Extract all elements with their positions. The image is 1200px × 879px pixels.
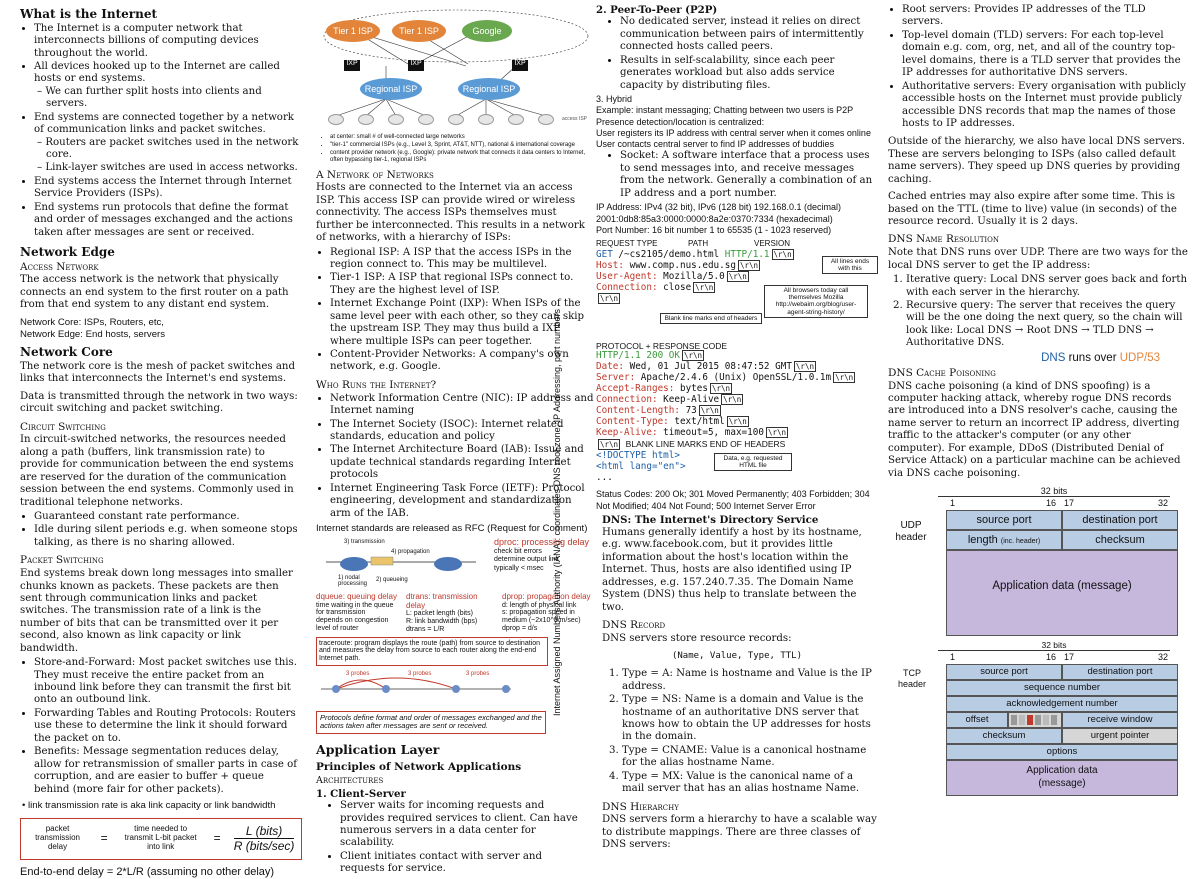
bit-tick: 17 xyxy=(1064,498,1075,509)
resp-heading: PROTOCOL + RESPONSE CODE xyxy=(596,341,728,352)
hybrid-note: 3. Hybrid Example: instant messaging; Chatting between two users is P2P Presence detection/location is centralized: User registers its IP address with central server when it comes online User contacts central server to find IP addresses of buddies xyxy=(596,94,871,150)
regional-isp-node: Regional ISP xyxy=(458,78,520,100)
ways-text: Data is transmitted through the network in two ways: circuit switching and packet switching. xyxy=(20,390,298,415)
iana-note: Internet Assigned Numbers Authority (IANA): coordinates DNS root zone, IP Addressing, port numbers xyxy=(552,308,562,716)
access-isp-node xyxy=(388,114,404,125)
trans-delay-box: dtrans: transmission delay L: packet length (bits) R: link bandwidth (bps) dtrans = L/R xyxy=(406,591,478,633)
access-isp-label: access ISP xyxy=(562,116,588,122)
column-2 xyxy=(316,4,594,877)
list-item: • The Internet Architecture Board (IAB): Issue and update technical standards regarding Internet protocols xyxy=(330,444,594,481)
packet-heading: Packet Switching xyxy=(20,554,104,567)
list-item: 2. Recursive query: The server that receives the query will be the one doing the next query, so the chain will look like: Local DNS → Root DNS → TLD DNS → Authoritative DNS. xyxy=(906,300,1190,350)
transmission-formula: packet transmission delay = time needed to transmit L-bit packet into link = $\frac{\text{L (bits)}}{\text{R (bits/sec)}}$ xyxy=(20,818,302,860)
column-1 xyxy=(20,4,302,879)
packet-text: End systems break down long messages into smaller chunks known as packets. These packets are then sent through communication links and packet switches. The transmission rate of a link is the number of bits that can be transmitted over it per second, also known as link capacity or link bandwidth. xyxy=(20,568,293,654)
http-request-example xyxy=(596,239,878,341)
tcp-ack-number: acknowledgement number xyxy=(946,696,1178,712)
app-layer-heading: Application Layer xyxy=(316,742,440,758)
regional-isp-node: Regional ISP xyxy=(360,78,422,100)
tcp-bits-label: 32 bits xyxy=(938,640,1170,651)
list-item: • No dedicated server, instead it relies on direct communication between pairs of intermittently connected hosts called peers. xyxy=(620,16,878,53)
line-end-note: All lines ends with this xyxy=(822,256,878,274)
blank-line: \r\n xyxy=(600,294,619,303)
tcp-header-diagram xyxy=(888,640,1190,820)
req-path-label: PATH xyxy=(688,239,709,249)
diagram-notes: • at center: small # of well-connected large networks • "tier-1" commercial ISPs (e.g., Level 3, Sprint, AT&T, NTT), national & international coverage • content provider network (e.g., Google): private network that connects it data centers to Internet, often bypassing tier-1, regional ISPs xyxy=(316,134,594,164)
circuit-list xyxy=(20,511,302,549)
data-note: Data, e.g. requested HTML file xyxy=(714,453,792,471)
runs-heading: Who Runs the Internet? xyxy=(316,378,437,391)
step-label: 3) transmission xyxy=(344,538,385,545)
req-version-label: VERSION xyxy=(754,239,791,249)
dns-server-list xyxy=(888,4,1190,130)
circuit-text: In circuit-switched networks, the resources needed along a path (buffers, link transmission rate) to provide for communication between the end systems are reserved for the duration of the communication session between the end systems. Commonly used in traditional telephone networks. xyxy=(20,434,294,508)
list-item: • Regional ISP: A ISP that the access ISPs in the region connect to. This may be multilevel. xyxy=(330,247,594,272)
udp-header-diagram xyxy=(888,486,1190,636)
udp-source-port: source port xyxy=(946,510,1062,530)
record-heading: DNS Record xyxy=(602,619,666,631)
list-item: • Idle during silent periods e.g. when someone stops talking, as there is no sharing allowed. xyxy=(34,524,302,549)
flags-icon xyxy=(1009,713,1061,727)
header-line: Content-Length: 73 \r\n xyxy=(596,405,719,417)
client-server-list xyxy=(316,800,580,876)
record-tuple: (Name, Value, Type, TTL) xyxy=(671,651,803,662)
aka-note: • link transmission rate is aka link capacity or link bandwidth xyxy=(22,799,276,811)
mozilla-note: All browsers today call themselves Mozilla http://webaim.org/blog/user-agent-string-history/ xyxy=(764,285,868,318)
step-label: 4) propagation xyxy=(391,548,430,555)
tcp-urgent-pointer: urgent pointer xyxy=(1062,728,1178,744)
column-4 xyxy=(888,4,1190,820)
header-line: Connection: close \r\n xyxy=(596,282,714,294)
udp-header-label: UDP header xyxy=(895,520,927,544)
core-heading: Network Core xyxy=(20,345,113,360)
access-isp-node xyxy=(448,114,464,125)
tier1-isp-node: Tier 1 ISP xyxy=(392,20,446,42)
access-isp-node xyxy=(478,114,494,125)
header-line: User-Agent: Mozilla/5.0 \r\n xyxy=(596,271,747,283)
list-item: – Link-layer switches are used in access networks. xyxy=(46,162,302,174)
step-label: 2) queueing xyxy=(376,576,408,583)
list-item: • Internet Engineering Task Force (IETF): Protocol engineering, development and standardization arm of the IAB. xyxy=(330,483,594,520)
tcp-header-label: TCP header xyxy=(897,668,927,690)
hierarchy-heading: DNS Hierarchy xyxy=(602,800,679,813)
tier1-isp-node: Tier 1 ISP xyxy=(326,20,380,42)
resolution-heading: DNS Name Resolution xyxy=(888,233,1000,246)
poison-text: DNS cache poisoning (a kind of DNS spoofing) is a computer hacking attack, whereby rogue DNS records are introduced into a DNS resolver's cache, causing the name server to return an incorrect IP address, diverting traffic to the attacker's computer (or any other computer). For example, DDoS (Distributed Denial of Service Attack) on a particular machine can be achieved via DNS cache poisoning. xyxy=(888,380,1181,479)
access-text: The access network is the network that physically connects an end system to the first router on a path from that end system to any distant end system. xyxy=(20,274,289,311)
list-item: • Network Information Centre (NIC): IP address and Internet naming xyxy=(330,393,594,418)
list-item: • The Internet Society (ISOC): Internet related standards, education and policy xyxy=(330,419,594,444)
packet-list xyxy=(20,657,302,796)
udp-app-data: Application data (message) xyxy=(946,550,1178,636)
internet-list xyxy=(20,23,302,239)
socket-list xyxy=(596,150,878,200)
blank-line-note: Blank line marks end of headers xyxy=(660,313,762,324)
header-line: Connection: Keep-Alive \r\n xyxy=(596,394,742,406)
header-line: Server: Apache/2.4.6 (Unix) OpenSSL/1.0.1m \r\n xyxy=(596,372,854,384)
udp-bits-label: 32 bits xyxy=(938,486,1170,497)
list-item: • All devices hooked up to the Internet are called hosts or end systems. – We can further split hosts into clients and servers. xyxy=(34,61,302,111)
tcp-destination-port: destination port xyxy=(1062,664,1178,680)
list-item: 1. Iterative query: Local DNS server goes back and forth with each server in the hierarchy. xyxy=(906,274,1190,299)
poison-heading: DNS Cache Poisoning xyxy=(888,366,996,379)
list-item: • End systems access the Internet through Internet Service Providers (ISPs). xyxy=(34,176,302,201)
list-item: • Benefits: Message segmentation reduces delay, allow for retransmission of smaller parts in case of corruption, and are easier to buffer + queue behind (more fair for other packets). xyxy=(34,746,302,796)
list-item: 3. Type = CNAME: Value is a canonical hostname for the alias hostname Name. xyxy=(622,745,878,770)
access-isp-node xyxy=(508,114,524,125)
tcp-options: options xyxy=(946,744,1178,760)
list-item: • Internet Exchange Point (IXP): When ISPs of the same level peer with each other, so they can skip the upstream ISP. They may thus build a IXP where multiple ISPs can peer together. xyxy=(330,298,594,348)
queue-delay-box: dqueue: queuing delay time waiting in the queue for transmission depends on congestion level of router xyxy=(316,591,397,632)
protocols-box: Protocols define format and order of messages exchanged and the actions taken after messages are sent or received. xyxy=(316,711,546,734)
principles-heading: Principles of Network Applications xyxy=(316,761,522,774)
access-isp-node xyxy=(418,114,434,125)
cache-text: Cached entries may also expire after some time. This is based on the TTL (time to live) value (in seconds) of the resource record. Usually it is 2 days. xyxy=(888,191,1177,227)
list-item: 1. Type = A: Name is hostname and Value is the IP address. xyxy=(622,668,878,693)
bit-tick: 17 xyxy=(1064,652,1075,663)
record-text: DNS servers store resource records: xyxy=(602,632,792,644)
request-line: GET /~cs2105/demo.html HTTP/1.1 \r\n xyxy=(596,249,792,261)
html-line: ... xyxy=(596,472,613,484)
network-text: Hosts are connected to the Internet via an access ISP. This access ISP can provide wired or wireless connectivity. The access ISPs themselves must further be interconnected. This results in a network of networks, with a hierarchy of ISPs: xyxy=(316,182,585,244)
proc-delay-box: dproc: processing delay check bit errors determine output link typically < msec xyxy=(494,536,590,572)
list-item: – Routers are packet switches used in the network core. xyxy=(46,137,302,162)
bit-tick: 32 xyxy=(1158,498,1169,509)
bit-tick: 16 xyxy=(1046,498,1057,509)
tcp-checksum: checksum xyxy=(946,728,1062,744)
bit-tick: 32 xyxy=(1158,652,1169,663)
tcp-offset: offset xyxy=(946,712,1008,728)
p2p-heading: 2. Peer-To-Peer (P2P) xyxy=(596,4,718,16)
hierarchy-text: DNS servers form a hierarchy to have a scalable way to distribute mappings. There are three classes of DNS servers: xyxy=(602,814,877,851)
access-isp-node xyxy=(538,114,554,125)
list-item: • Forwarding Tables and Routing Protocols: Routers use these to determine the link it should forward the packet on to. xyxy=(34,708,302,745)
header-line: Content-Type: text/html \r\n xyxy=(596,416,747,428)
traceroute-box: traceroute: program displays the route (path) from source to destination and measures the delay from source to each router along the end-end Internet path. xyxy=(316,637,548,666)
list-item: • Store-and-Forward: Most packet switches use this. They must receive the entire packet from an inbound link before they can transmit the first bit onto an outbound link. xyxy=(34,657,302,707)
google-node: Google xyxy=(462,20,512,42)
circuit-heading: Circuit Switching xyxy=(20,420,106,433)
udp-destination-port: destination port xyxy=(1062,510,1178,530)
record-type-list xyxy=(596,668,878,795)
client-server-heading: 1. Client-Server xyxy=(316,787,406,800)
tcp-flags xyxy=(1008,712,1062,728)
html-line: <!DOCTYPE html> xyxy=(596,450,680,462)
arch-heading: Architectures xyxy=(316,775,384,787)
ixp-node: IXP xyxy=(408,60,424,71)
bit-tick: 16 xyxy=(1046,652,1057,663)
header-line: Date: Wed, 01 Jul 2015 08:47:52 GMT \r\n xyxy=(596,361,814,373)
tcp-sequence-number: sequence number xyxy=(946,680,1178,696)
header-line: Accept-Ranges: bytes \r\n xyxy=(596,383,731,395)
req-type-label: REQUEST TYPE xyxy=(596,239,658,249)
list-item: • Socket: A software interface that a process uses to send messages into, and receive messages from the network. Generally a combination of an IP address and a port number. xyxy=(620,150,878,200)
tcp-source-port: source port xyxy=(946,664,1062,680)
network-heading: A Network of Networks xyxy=(316,168,434,181)
bit-tick: 1 xyxy=(950,498,956,509)
probe-label: 3 probes xyxy=(346,670,370,677)
prop-delay-box: dprop: propagation delay d: length of physical link s: propagation speed in medium (~2x10^8 m/sec) dprop = d/s xyxy=(502,591,591,632)
list-item: • End systems are connected together by a network of communication links and packet switches. – Routers are packet switches used in the network core. – Link-layer switches are used in access networks. xyxy=(34,112,302,175)
probe-label: 3 probes xyxy=(466,670,490,677)
core-text: The network core is the mesh of packet switches and links that interconnects the Internet's end systems. xyxy=(20,360,295,385)
status-codes: Status Codes: 200 Ok; 301 Moved Permanently; 403 Forbidden; 304 Not Modified; 404 Not Found; 500 Internet Server Error xyxy=(596,489,870,511)
core-edge-note: Network Core: ISPs, Routers, etc, Network Edge: End hosts, servers xyxy=(20,316,166,340)
access-isp-node xyxy=(328,114,344,125)
p2p-list xyxy=(596,16,878,92)
header-line: Host: www.comp.nus.edu.sg \r\n xyxy=(596,260,759,272)
header-line: Keep-Alive: timeout=5, max=100 \r\n xyxy=(596,427,786,439)
ixp-node: IXP xyxy=(512,60,528,71)
list-item: • Authoritative servers: Every organisation with publicly accessible hosts on the Internet must provide publicly accessible DNS records that map the names of those hosts to IP addresses. xyxy=(902,81,1190,131)
step-label: 1) nodal processing xyxy=(338,574,368,587)
tcp-app-data: Application data (message) xyxy=(946,760,1178,796)
list-item: 2. Type = NS: Name is a domain and Value is the hostname of an authoritative DNS server that knows how to obtain the UP addresses for hosts in the domain. xyxy=(622,694,878,744)
blank-line: \r\n BLANK LINE MARKS END OF HEADERS xyxy=(600,439,786,450)
list-item: • Guaranteed constant rate performance. xyxy=(34,511,302,523)
access-isp-node xyxy=(358,114,374,125)
status-line: HTTP/1.1 200 OK \r\n xyxy=(596,350,703,362)
tcp-receive-window: receive window xyxy=(1062,712,1178,728)
column-3 xyxy=(596,4,878,854)
list-item: • End systems run protocols that define the format and order of messages exchanged and the actions taken after messages are sent or received. xyxy=(34,202,302,239)
udp-length: length (inc. header) xyxy=(946,530,1062,550)
list-item: • Top-level domain (TLD) servers: For each top-level domain e.g. com, org, net, and all of the country top-level domains, there is a TLD server that provides the IP addresses for authoritative DNS servers. xyxy=(902,30,1190,80)
internet-heading: What is the Internet xyxy=(20,7,158,21)
http-response-example xyxy=(596,341,878,487)
list-item: • Root servers: Provides IP addresses of the TLD servers. xyxy=(902,4,1190,29)
ixp-node: IXP xyxy=(344,60,360,71)
end-to-end-note: End-to-end delay = 2*L/R (assuming no other delay) xyxy=(20,865,275,878)
html-line: <html lang="en"> xyxy=(596,461,686,473)
probe-label: 3 probes xyxy=(408,670,432,677)
dns-heading: DNS: The Internet's Directory Service xyxy=(602,513,819,526)
resolution-list xyxy=(888,274,1190,350)
isp-hierarchy-diagram xyxy=(316,4,594,132)
edge-heading: Network Edge xyxy=(20,245,115,260)
list-item: • Tier-1 ISP: A ISP that regional ISPs connect to. They are the highest level of ISP. xyxy=(330,272,594,297)
dns-text: Humans generally identify a host by its hostname, e.g. www.facebook.com, but it provides little information about the host's location within the Internet. Thus, hosts are also identified using IP addresses, e.g. 157.240.7.35. The Domain Name System (DNS) thus help to translate between the two. xyxy=(602,526,862,613)
list-item: • Server waits for incoming requests and provides required services to client. Can have numerous servers in a data center for scalability. xyxy=(340,800,580,850)
list-item: • Results in self-scalability, since each peer generates workload but also adds service capacity by distributing files. xyxy=(620,55,878,92)
access-heading: Access Network xyxy=(20,260,99,273)
bit-tick: 1 xyxy=(950,652,956,663)
list-item: – We can further split hosts into clients and servers. xyxy=(46,86,302,111)
dns-udp-note: DNS runs over UDP/53 xyxy=(1041,351,1160,364)
list-item: • Client initiates contact with server and requests for service. xyxy=(340,851,580,876)
udp-checksum: checksum xyxy=(1062,530,1178,550)
local-dns-text: Outside of the hierarchy, we also have local DNS servers. These are servers belonging to ISPs (also called default name servers). They speed up DNS queries by providing caching. xyxy=(888,136,1185,185)
list-item: • The Internet is a computer network that interconnects billions of computing devices throughout the world. xyxy=(34,23,302,60)
resolution-text: Note that DNS runs over UDP. There are two ways for the local DNS server to get the IP address: xyxy=(888,247,1188,271)
list-item: • Content-Provider Networks: A company's own network, e.g. Google. xyxy=(330,349,594,374)
rfc-note: Internet standards are released as RFC (Request for Comment) xyxy=(316,523,588,535)
ip-note: IP Address: IPv4 (32 bit), IPv6 (128 bit) 192.168.0.1 (decimal) 2001:0db8:85a3:0000:0000:8a2e:0370:7334 (hexadecimal) Port Number: 16 bit number 1 to 65535 (1 - 1023 reserved) xyxy=(596,202,841,236)
list-item: 4. Type = MX: Value is the canonical name of a mail server that has an alias hostname Name. xyxy=(622,771,878,796)
